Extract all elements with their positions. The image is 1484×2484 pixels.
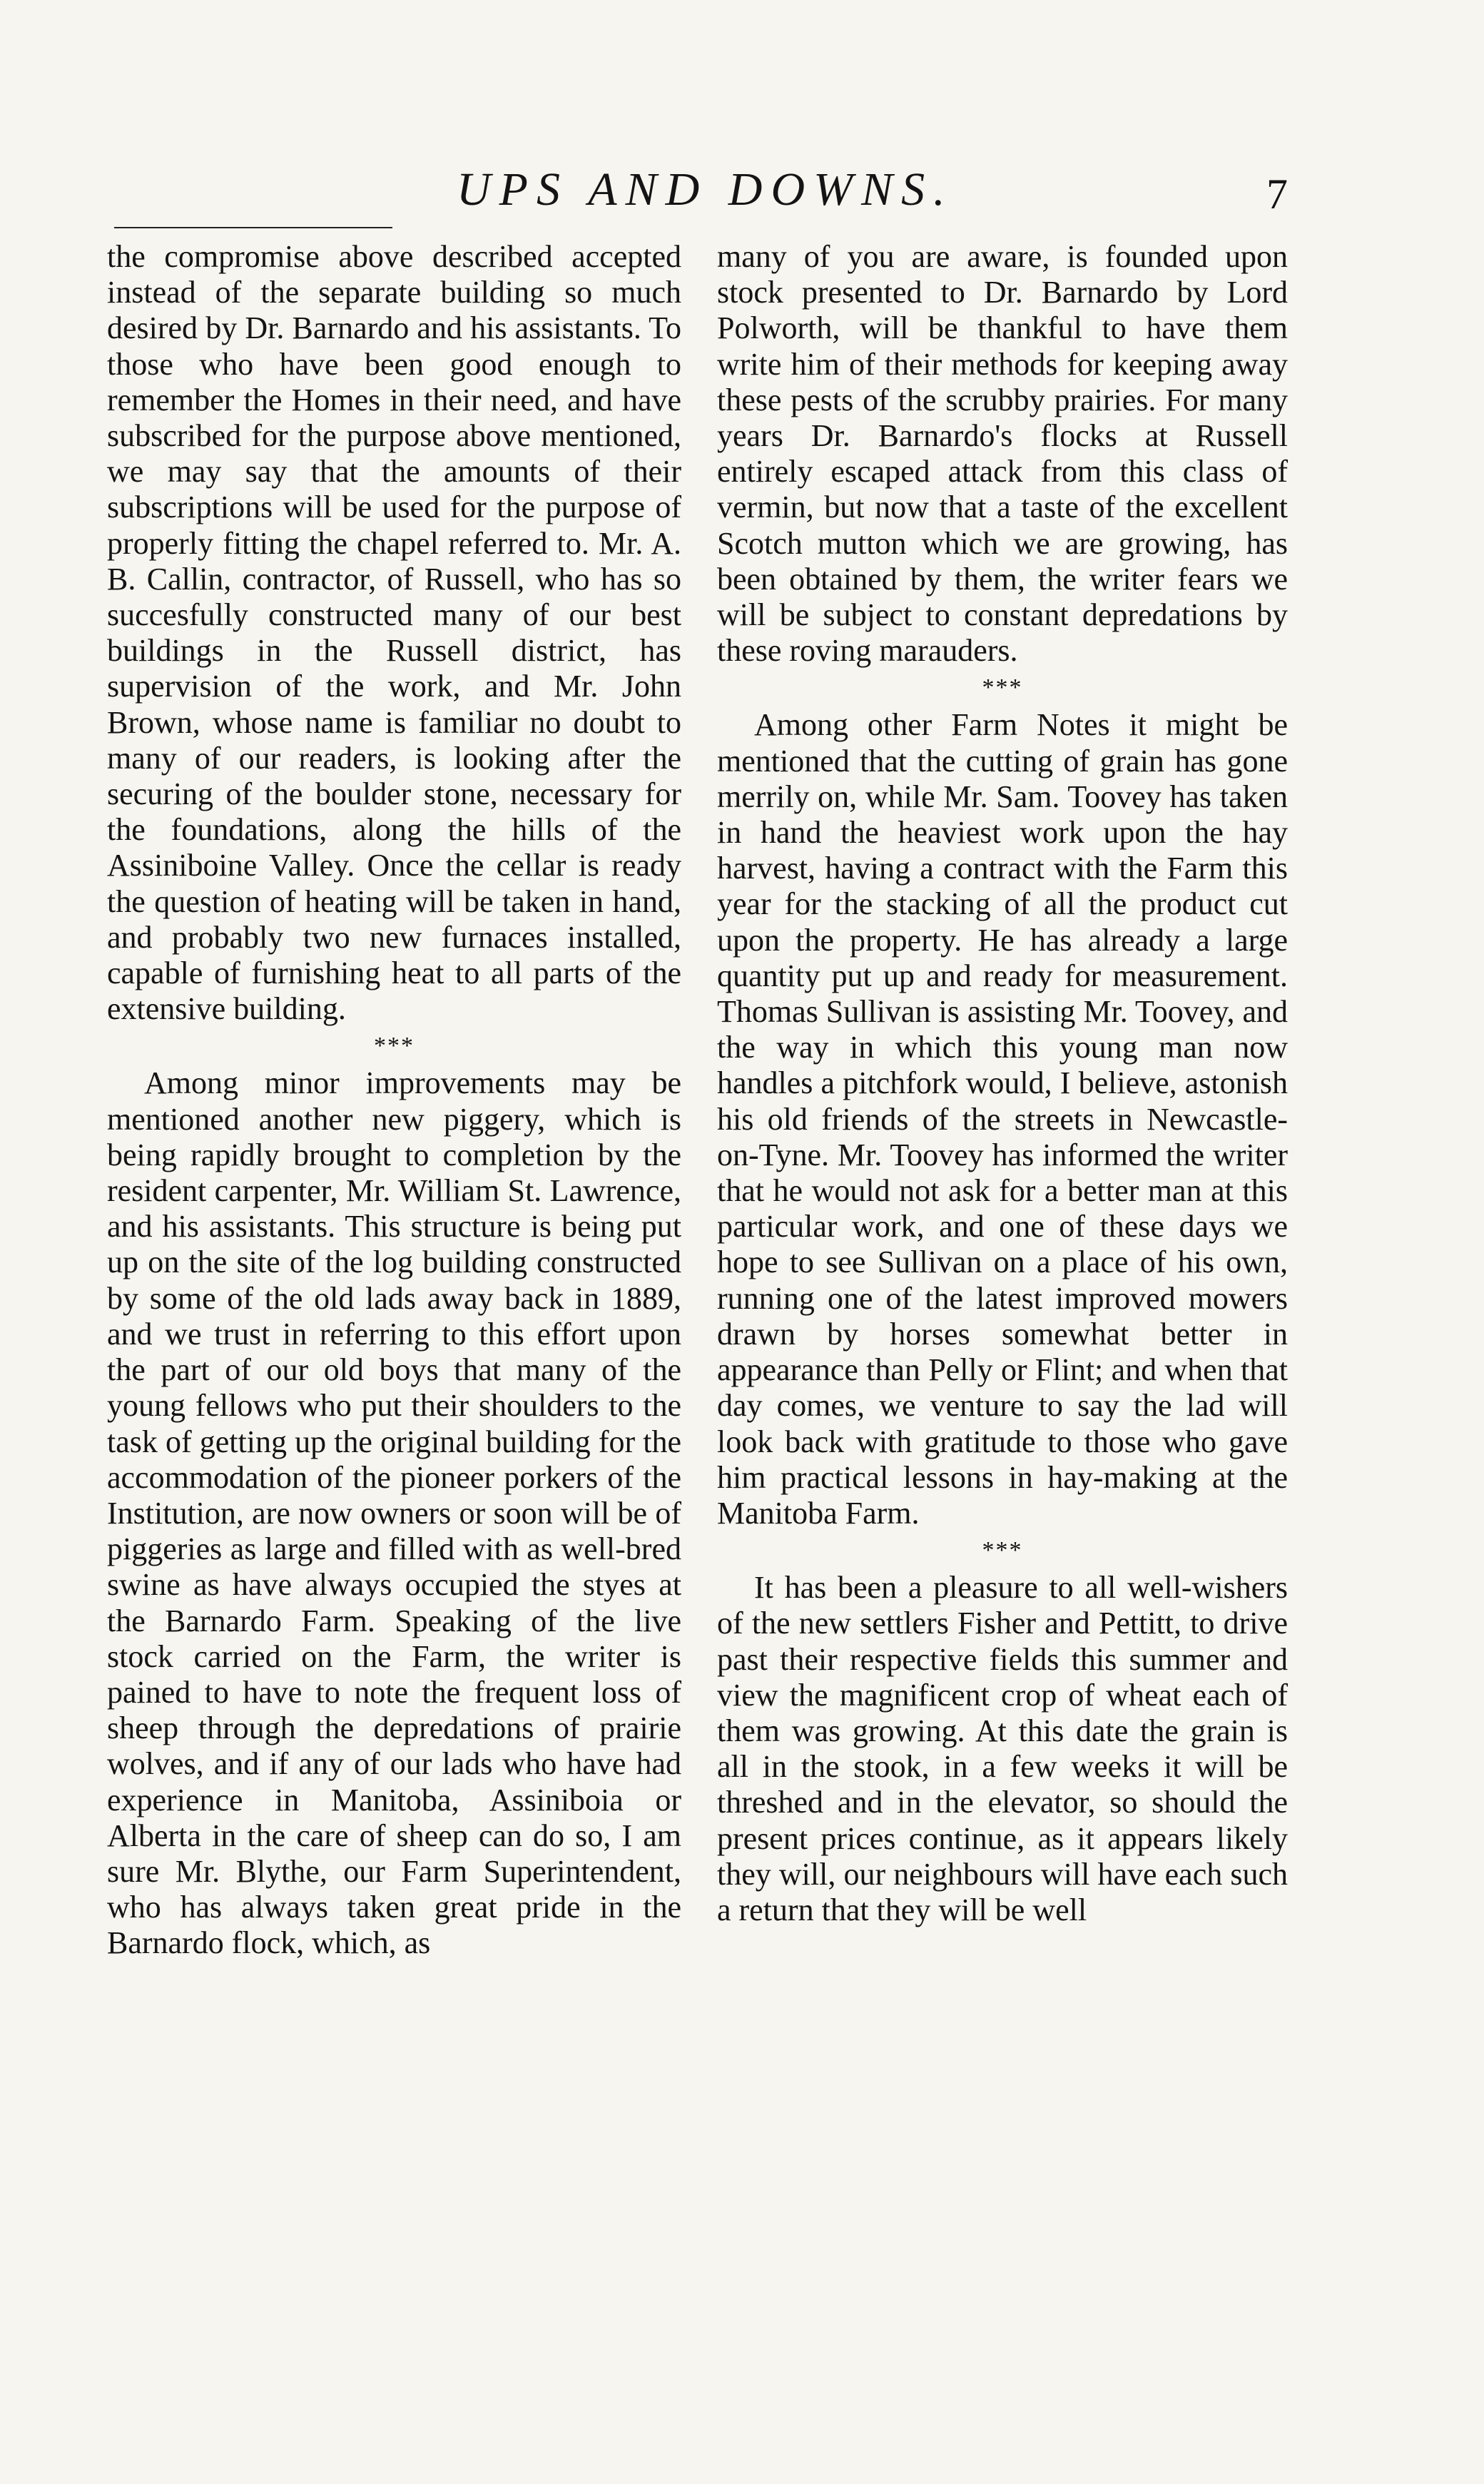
- right-paragraph-1: many of you are aware, is founded upon stock presented to Dr. Barnardo by Lord Polworth, will be thankful to have them write him of their methods for keeping away these pests of the scrubby prairies. For many years Dr. Barnardo's flocks at Russell entirely escaped attack from this class of vermin, but now that a taste of the excellent Scotch mutton which we are growing, has been obtained by them, the writer fears we will be subject to constant depredations by these roving marauders.: [717, 239, 1288, 669]
- running-title: UPS AND DOWNS.: [457, 163, 954, 216]
- right-column: [717, 239, 1288, 1928]
- section-separator: ***: [374, 1033, 415, 1060]
- page-number: 7: [1266, 171, 1288, 218]
- top-rule: [114, 227, 392, 228]
- section-separator: ***: [982, 674, 1023, 701]
- right-paragraph-2: Among other Farm Notes it might be mentioned that the cutting of grain has gone merrily on, while Mr. Sam. Toovey has taken in hand the heaviest work upon the hay harvest, having a contract with the Farm this year for the stacking of all the product cut upon the property. He has already a large quantity put up and ready for measurement. Thomas Sullivan is assisting Mr. Toovey, and the way in which this young man now handles a pitchfork would, I believe, astonish his old friends of the streets in Newcastle-on-Tyne. Mr. Toovey has informed the writer that he would not ask for a better man at this particular work, and one of these days we hope to see Sullivan on a place of his own, running one of the latest improved mowers drawn by horses somewhat better in appearance than Pelly or Flint; and when that day comes, we venture to say the lad will look back with gratitude to those who gave him practical lessons in hay-making at the Manitoba Farm.: [717, 707, 1288, 1531]
- right-paragraph-3: It has been a pleasure to all well-wishers of the new settlers Fisher and Pettitt, to drive past their respective fields this summer and view the magnificent crop of wheat each of them was growing. At this date the grain is all in the stook, in a few weeks it will be threshed and in the elevator, so should the present prices continue, as it appears likely they will, our neighbours will have each such a return that they will be well: [717, 1570, 1288, 1927]
- page-header: [0, 163, 1484, 227]
- left-paragraph-1: the compromise above described accepted instead of the separate building so much desired by Dr. Barnardo and his assistants. To those who have been good enough to remember the Homes in their need, and have subscribed for the purpose above mentioned, we may say that the amounts of their subscriptions will be used for the purpose of properly fitting the chapel referred to. Mr. A. B. Callin, contractor, of Russell, who has so succesfully constructed many of our best buildings in the Russell district, has supervision of the work, and Mr. John Brown, whose name is familiar no doubt to many of our readers, is looking after the securing of the boulder stone, necessary for the foundations, along the hills of the Assiniboine Valley. Once the cellar is ready the question of heating will be taken in hand, and probably two new furnaces installed, capable of furnishing heat to all parts of the extensive building.: [107, 239, 681, 1027]
- left-column: [107, 239, 681, 1962]
- left-paragraph-2: Among minor improvements may be mentioned another new piggery, which is being rapidly brought to completion by the resident carpenter, Mr. William St. Lawrence, and his assistants. This structure is being put up on the site of the log building constructed by some of the old lads away back in 1889, and we trust in referring to this effort upon the part of our old boys that many of the young fellows who put their shoulders to the task of getting up the original building for the accommodation of the pioneer porkers of the Institution, are now owners or soon will be of piggeries as large and filled with as well-bred swine as have always occupied the styes at the Barnardo Farm. Speaking of the live stock carried on the Farm, the writer is pained to have to note the frequent loss of sheep through the depredations of prairie wolves, and if any of our lads who have had experience in Manitoba, Assiniboia or Alberta in the care of sheep can do so, I am sure Mr. Blythe, our Farm Superintendent, who has always taken great pride in the Barnardo flock, which, as: [107, 1065, 681, 1961]
- section-separator: ***: [982, 1537, 1023, 1564]
